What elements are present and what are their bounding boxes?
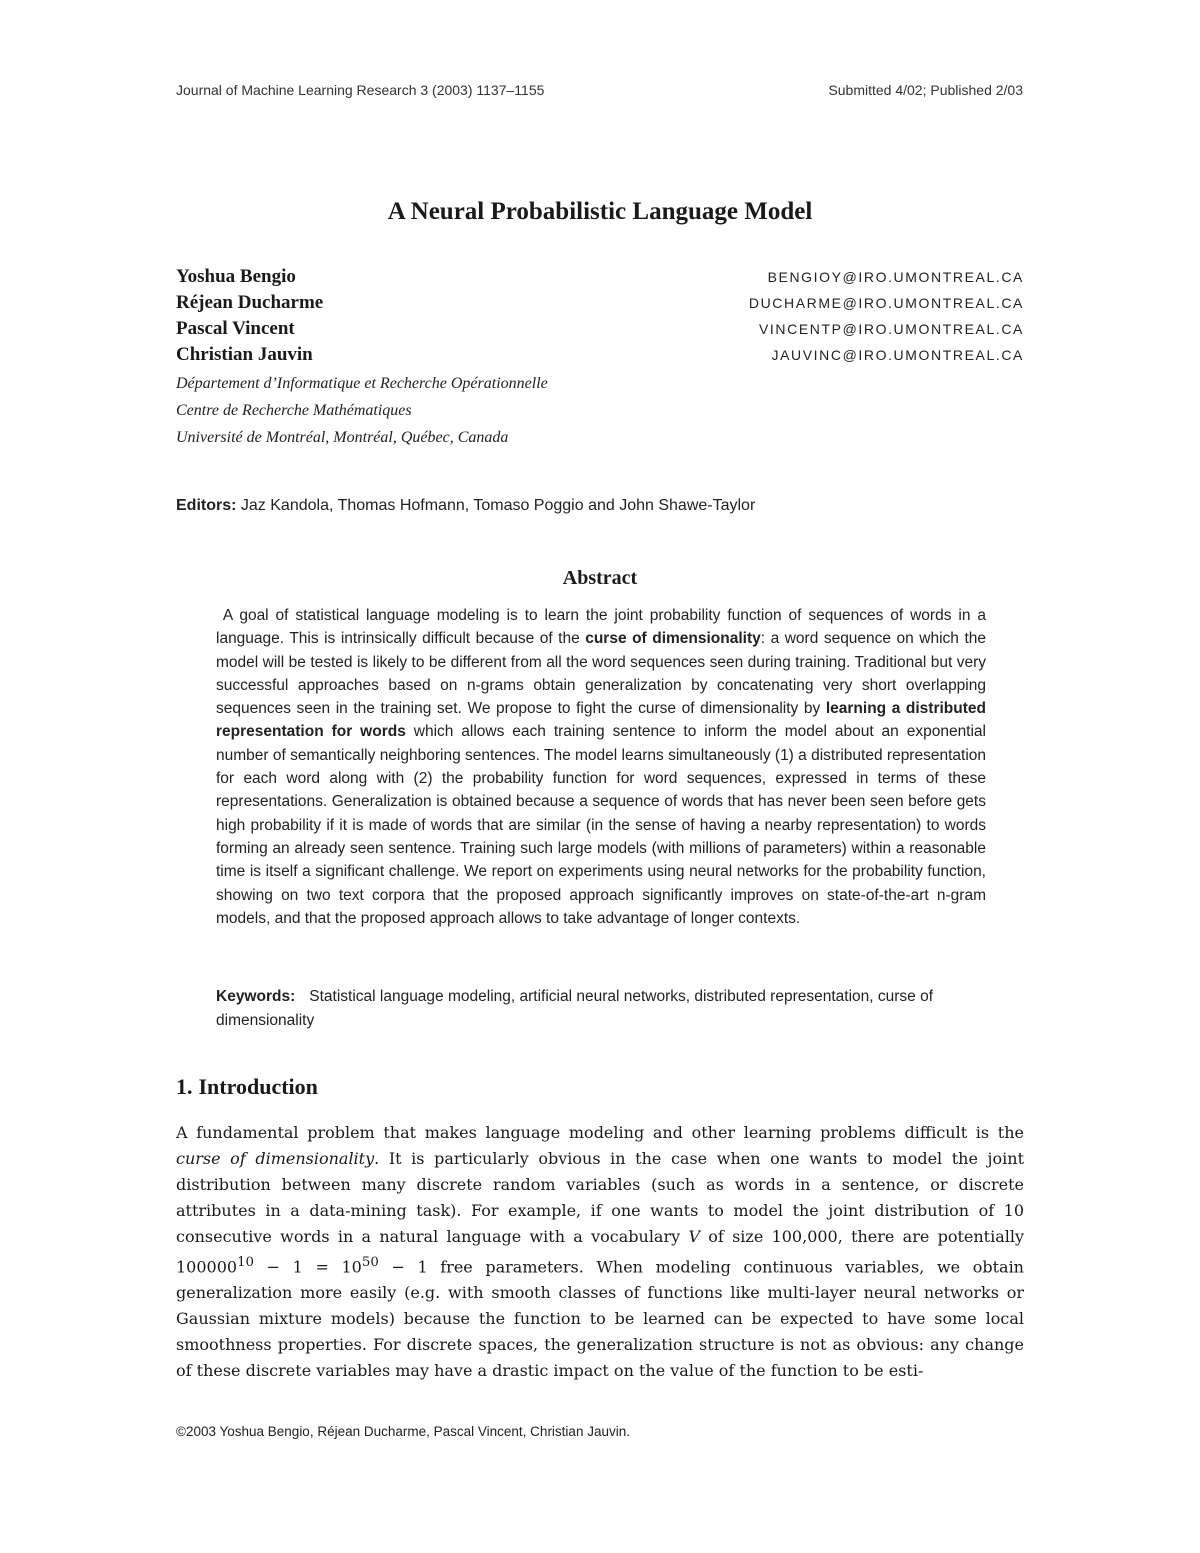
author-email: JAUVINC@IRO.UMONTREAL.CA (771, 347, 1024, 363)
journal-header: Journal of Machine Learning Research 3 (2003) 1137–1155 (176, 82, 545, 98)
submission-dates: Submitted 4/02; Published 2/03 (828, 82, 1023, 98)
abstract-emphasis: curse of dimensionality (585, 630, 761, 648)
editors-names: Jaz Kandola, Thomas Hofmann, Tomaso Poggio and John Shawe-Taylor (240, 497, 756, 514)
author-row (176, 344, 1024, 370)
editors-label: Editors: (176, 497, 237, 514)
superscript: 10 (237, 1255, 255, 1270)
author-row (176, 292, 1024, 318)
intro-text-part: . It is particularly obvious in the case when one wants to model the joint distribution between many discrete random variables (such as words in a sentence, or discrete attributes in a data-mining task). For example, if one wants to model the joint distribution of 10 consecutive words in a natural language with a vocabulary (176, 1149, 1024, 1246)
abstract-text (216, 604, 986, 930)
copyright-notice: ©2003 Yoshua Bengio, Réjean Ducharme, Pascal Vincent, Christian Jauvin. (176, 1424, 630, 1439)
affiliation-line: Département d’Informatique et Recherche Opérationnelle (176, 375, 548, 392)
section-title: Introduction (198, 1074, 318, 1099)
paper-title: A Neural Probabilistic Language Model (387, 198, 813, 225)
author-row (176, 266, 1024, 292)
section-heading (176, 1074, 318, 1100)
abstract-text-part: which allows each training sentence to inform the model about an exponential number of semantically neighboring sentences. The model learns simultaneously (1) a distributed representation for each word along with (2) the probability function for word sequences, expressed in terms of these representations. Generalization is obtained because a sequence of words that has never been seen before gets high probability if it is made of words that are similar (in the sense of having a nearby representation) to words forming an already seen sentence. Training such large models (with millions of parameters) within a reasonable time is itself a significant challenge. We report on experiments using neural networks for the probability function, showing on two text corpora that the proposed approach significantly improves on state-of-the-art n-gram models, and that the proposed approach allows to take advantage of longer contexts. (216, 723, 986, 927)
author-email: DUCHARME@IRO.UMONTREAL.CA (748, 295, 1024, 311)
author-row (176, 318, 1024, 344)
abstract-heading: Abstract (562, 567, 638, 589)
keywords-block (216, 985, 986, 1033)
intro-text-part: − 1 = 10 (254, 1257, 362, 1277)
abstract-text-part: A goal of statistical language modeling is to learn the joint probability function of sequences of words in a language. This is intrinsically difficult because of the (216, 607, 986, 648)
author-name: Pascal Vincent (176, 318, 295, 339)
author-block (176, 266, 1024, 451)
author-email: VINCENTP@IRO.UMONTREAL.CA (758, 321, 1024, 337)
author-name: Réjean Ducharme (176, 292, 324, 313)
intro-text-part: A fundamental problem that makes language modeling and other learning problems difficult is the (176, 1123, 1024, 1142)
affiliation-line: Université de Montréal, Montréal, Québec, Canada (176, 429, 509, 446)
superscript: 50 (361, 1255, 379, 1270)
variable-v: V (688, 1227, 700, 1246)
author-email: BENGIOY@IRO.UMONTREAL.CA (767, 269, 1024, 285)
editors-line (176, 497, 755, 515)
abstract-text-part: : a word sequence on which the model will be tested is likely to be different from all the word sequences seen during training. Traditional but very successful approaches based on n-grams obtain generalization by concatenating very short overlapping sequences seen in the training set. We propose to fight the curse of dimensionality by (216, 630, 986, 718)
author-name: Christian Jauvin (176, 344, 313, 365)
affiliation-line: Centre de Recherche Mathématiques (176, 402, 412, 419)
section-number: 1. (176, 1074, 193, 1099)
intro-paragraph (176, 1120, 1024, 1384)
keywords-text: Statistical language modeling, artificial neural networks, distributed representation, curse of dimensionality (216, 988, 934, 1029)
intro-text-part: of size 100,000, there are potentially 100000 (176, 1227, 1025, 1277)
intro-emphasis: curse of dimensionality (176, 1149, 375, 1168)
author-name: Yoshua Bengio (176, 266, 296, 287)
intro-text-part: − 1 free parameters. When modeling continuous variables, we obtain generalization more easily (e.g. with smooth classes of functions like multi-layer neural networks or Gaussian mixture models) because the function to be learned can be expected to have some local smoothness properties. For discrete spaces, the generalization structure is not as obvious: any change of these discrete variables may have a drastic impact on the value of the function to be esti- (176, 1257, 1024, 1381)
keywords-label: Keywords: (216, 988, 296, 1005)
abstract-emphasis: learning a distributed representation for words (216, 700, 986, 741)
